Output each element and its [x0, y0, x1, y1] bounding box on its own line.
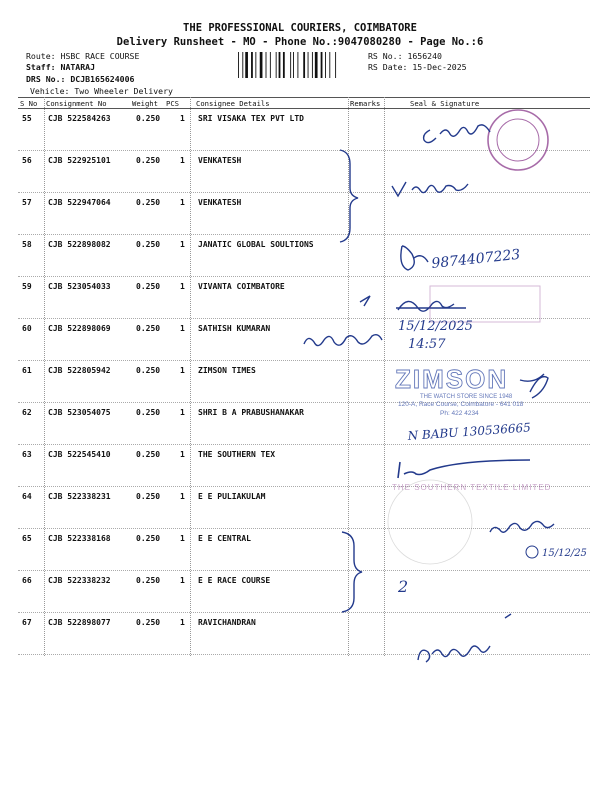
- cell-weight: 0.250: [136, 366, 161, 375]
- short-date-handwritten: 15/12/25: [542, 548, 587, 559]
- cell-weight: 0.250: [136, 534, 161, 543]
- signature-63: [398, 460, 530, 478]
- cell-consignee: E E CENTRAL: [198, 534, 251, 543]
- signature-59: [396, 301, 466, 311]
- cell-consignee: VENKATESH: [198, 198, 242, 207]
- col-weight: Weight: [132, 99, 158, 108]
- cell-weight: 0.250: [136, 492, 161, 501]
- col-remarks: Remarks: [350, 99, 381, 108]
- cell-pcs: 1: [180, 618, 185, 627]
- vehicle-label: Vehicle:: [30, 86, 70, 96]
- cell-sno: 66: [22, 576, 32, 585]
- cell-consignee: SHRI B A PRABUSHANAKAR: [198, 408, 304, 417]
- cell-consignment: CJB 522898082: [48, 240, 111, 249]
- route-value: HSBC RACE COURSE: [60, 51, 140, 61]
- cell-consignment: CJB 522898077: [48, 618, 111, 627]
- cell-pcs: 1: [180, 282, 185, 291]
- cell-consignment: CJB 522947064: [48, 198, 111, 207]
- cell-sno: 56: [22, 156, 32, 165]
- cell-sno: 60: [22, 324, 32, 333]
- count-mark-handwritten: 2: [398, 577, 409, 596]
- route-label: Route:: [26, 51, 56, 61]
- rs-date-label: RS Date:: [368, 62, 408, 72]
- cell-consignee: VENKATESH: [198, 156, 242, 165]
- cell-weight: 0.250: [136, 282, 161, 291]
- initials-circle: [526, 546, 538, 558]
- cell-weight: 0.250: [136, 324, 161, 333]
- zimson-stamp-name: ZIMSON: [395, 364, 509, 394]
- cell-sno: 55: [22, 114, 32, 123]
- received-stamp-box: [430, 286, 540, 322]
- vehicle-value: Two Wheeler Delivery: [74, 86, 173, 96]
- col-sno: S No: [20, 99, 38, 108]
- brace-56-57: [340, 150, 358, 242]
- cell-weight: 0.250: [136, 114, 161, 123]
- signature-65: [490, 521, 554, 532]
- cell-consignment: CJB 522584263: [48, 114, 111, 123]
- cell-consignment: CJB 522925101: [48, 156, 111, 165]
- cell-pcs: 1: [180, 576, 185, 585]
- cell-pcs: 1: [180, 534, 185, 543]
- cell-consignee: SATHISH KUMARAN: [198, 324, 271, 333]
- cell-consignee: VIVANTA COIMBATORE: [198, 282, 285, 291]
- company-seal-stamp: [488, 110, 548, 170]
- cell-consignee: E E PULIAKULAM: [198, 492, 266, 501]
- col-pcs: PCS: [166, 99, 179, 108]
- cell-consignment: CJB 522338168: [48, 534, 111, 543]
- staff-label: Staff:: [26, 62, 56, 72]
- col-consignment: Consignment No: [46, 99, 107, 108]
- rs-no-value: 1656240: [407, 51, 442, 61]
- rs-date-value: 15-Dec-2025: [412, 62, 467, 72]
- cell-pcs: 1: [180, 198, 185, 207]
- delivery-date-handwritten: 15/12/2025: [398, 319, 473, 334]
- southern-textile-stamp: THE SOUTHERN TEXTILE LIMITED: [392, 483, 552, 492]
- cell-pcs: 1: [180, 408, 185, 417]
- phone-note-handwritten: 9874407223: [430, 246, 522, 272]
- drs-value: DCJB165624006: [70, 74, 135, 84]
- cell-pcs: 1: [180, 324, 185, 333]
- cell-pcs: 1: [180, 240, 185, 249]
- tick-mark: [360, 296, 370, 306]
- cell-consignee: RAVICHANDRAN: [198, 618, 256, 627]
- cell-weight: 0.250: [136, 618, 161, 627]
- cell-consignee: ZIMSON TIMES: [198, 366, 256, 375]
- cell-consignment: CJB 522805942: [48, 366, 111, 375]
- drs-label: DRS No.:: [26, 74, 66, 84]
- cell-weight: 0.250: [136, 408, 161, 417]
- cell-weight: 0.250: [136, 450, 161, 459]
- signature-55: [424, 125, 490, 143]
- cell-sno: 59: [22, 282, 32, 291]
- signature-67: [418, 614, 511, 662]
- cell-consignee: JANATIC GLOBAL SOULTIONS: [198, 240, 314, 249]
- signature-56-57: [392, 182, 468, 196]
- cell-consignee: THE SOUTHERN TEX: [198, 450, 276, 459]
- cell-pcs: 1: [180, 156, 185, 165]
- zimson-stamp-address: 120-A, Race Course, Coimbatore - 641 018: [398, 401, 524, 408]
- zimson-stamp-phone: Ph: 422 4234: [440, 410, 479, 417]
- cell-consignment: CJB 522338232: [48, 576, 111, 585]
- cell-pcs: 1: [180, 366, 185, 375]
- cell-sno: 57: [22, 198, 32, 207]
- cell-pcs: 1: [180, 114, 185, 123]
- cell-sno: 58: [22, 240, 32, 249]
- cell-consignment: CJB 522898069: [48, 324, 111, 333]
- cell-consignment: CJB 522338231: [48, 492, 111, 501]
- col-seal: Seal & Signature: [410, 99, 480, 108]
- cell-consignment: CJB 523054033: [48, 282, 111, 291]
- cell-sno: 61: [22, 366, 32, 375]
- signature-58: [401, 246, 428, 270]
- cell-weight: 0.250: [136, 198, 161, 207]
- cell-weight: 0.250: [136, 240, 161, 249]
- cell-pcs: 1: [180, 450, 185, 459]
- company-title: THE PROFESSIONAL COURIERS, COIMBATORE: [183, 22, 417, 34]
- cell-sno: 64: [22, 492, 32, 501]
- cell-sno: 63: [22, 450, 32, 459]
- cell-consignment: CJB 523054075: [48, 408, 111, 417]
- cell-weight: 0.250: [136, 576, 161, 585]
- cell-sno: 65: [22, 534, 32, 543]
- rs-no-label: RS No.:: [368, 51, 403, 61]
- cell-weight: 0.250: [136, 156, 161, 165]
- faint-seal-stamp: [388, 480, 472, 564]
- cell-consignee: SRI VISAKA TEX PVT LTD: [198, 114, 304, 123]
- col-consignee: Consignee Details: [196, 99, 270, 108]
- cell-consignment: CJB 522545410: [48, 450, 111, 459]
- signature-60: [304, 335, 382, 346]
- cell-sno: 62: [22, 408, 32, 417]
- delivery-time-handwritten: 14:57: [408, 337, 446, 352]
- cell-pcs: 1: [180, 492, 185, 501]
- cell-consignee: E E RACE COURSE: [198, 576, 271, 585]
- zimson-stamp: [395, 364, 524, 417]
- cell-sno: 67: [22, 618, 32, 627]
- signature-61: [520, 374, 548, 398]
- runsheet-subtitle: Delivery Runsheet - MO - Phone No.:9047080280 - Page No.:6: [116, 36, 484, 48]
- receiver-note-handwritten: N BABU 130536665: [407, 420, 532, 443]
- zimson-stamp-tagline: THE WATCH STORE SINCE 1948: [420, 394, 513, 400]
- staff-value: NATARAJ: [60, 62, 96, 72]
- brace-65-67: [342, 532, 362, 612]
